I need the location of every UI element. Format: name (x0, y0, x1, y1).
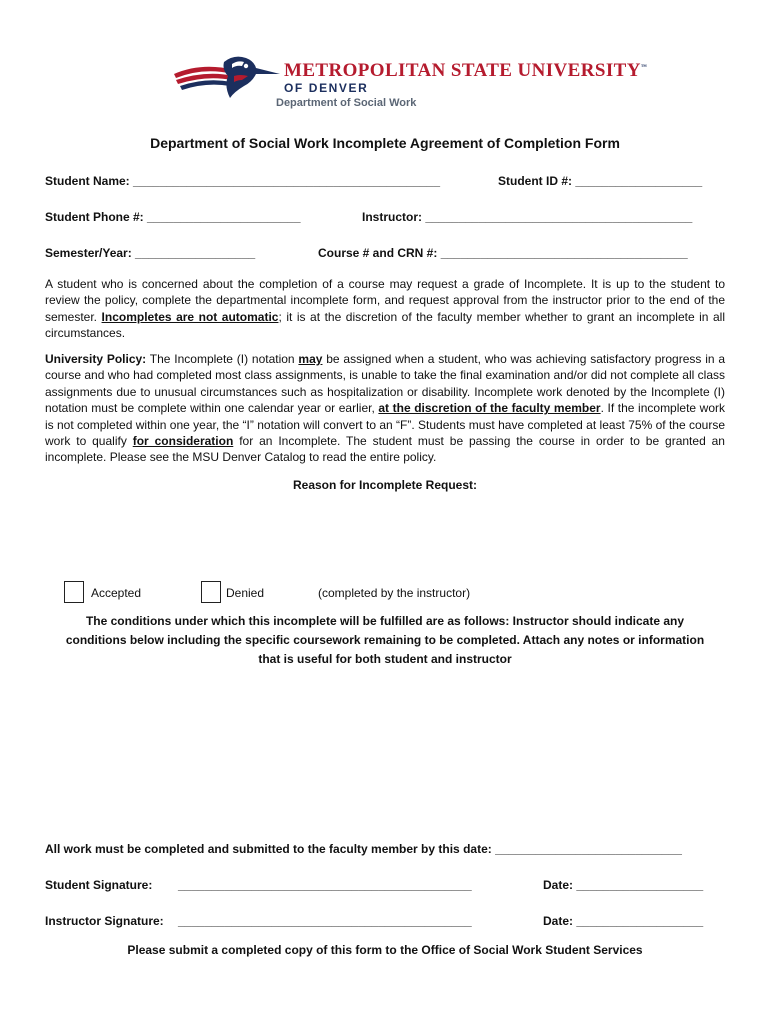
semester-year-field[interactable]: Semester/Year: __________________ (45, 246, 256, 260)
student-phone-field[interactable]: Student Phone #: _______________________ (45, 210, 301, 224)
university-logo (172, 52, 648, 114)
denied-label: Denied (226, 586, 265, 600)
intro-text-1: A student who is concerned about the completion of a course may request a grade of Incomplete. It is up to the student to review the policy, complete the departmental incomplete form, and request approval from the instructor prior to the end of the semester. (45, 277, 725, 324)
student-signature-line[interactable]: ____________________________________________ (178, 878, 472, 892)
accepted-checkbox[interactable] (64, 581, 84, 603)
policy-text-4: for an Incomplete. The student must be passing the course in order to be granted an incomplete. Please see the MSU Denver Catalog to read the entire policy. (45, 434, 725, 465)
policy-text-3: . If the incomplete work is not completed within one year, the “I” notation will convert to an “F”. Students must have completed at least 75% of the course work to qualify (45, 401, 726, 449)
logo-trademark: ™ (640, 64, 648, 71)
course-crn-field[interactable]: Course # and CRN #: _____________________________________ (318, 246, 688, 260)
deadline-field[interactable]: All work must be completed and submitted to the faculty member by this date: ____________________________ (45, 842, 682, 856)
intro-paragraph (45, 276, 725, 342)
conditions-line-1: The conditions under which this incomplete will be fulfilled are as follows: Instructor should indicate any (85, 614, 685, 628)
student-name-field[interactable]: Student Name: ______________________________________________ (45, 174, 441, 188)
policy-discretion: at the discretion of the faculty member (378, 401, 601, 416)
conditions-line-2: conditions below including the specific coursework remaining to be completed. Attach any notes or information (65, 633, 705, 647)
instructor-signature-line[interactable]: ____________________________________________ (178, 914, 472, 928)
reason-text-area[interactable] (45, 498, 725, 570)
form-title: Department of Social Work Incomplete Agreement of Completion Form (150, 135, 620, 151)
logo-department: Department of Social Work (276, 97, 417, 109)
intro-text-2: ; it is at the discretion of the faculty member whether to grant an incomplete in all circumstances. (45, 309, 726, 341)
conditions-text-area[interactable] (45, 676, 725, 826)
logo-university-name: METROPOLITAN STATE UNIVERSITY™ (284, 60, 648, 81)
conditions-instructions (40, 612, 730, 669)
submission-instructions: Please submit a completed copy of this form to the Office of Social Work Student Services (127, 943, 643, 957)
student-id-field[interactable]: Student ID #: ___________________ (498, 174, 703, 188)
instructor-field[interactable]: Instructor: ________________________________________ (362, 210, 693, 224)
instructor-date-field[interactable]: Date: ___________________ (543, 914, 704, 928)
conditions-line-3: that is useful for both student and instructor (258, 652, 512, 666)
logo-subtitle: OF DENVER (284, 81, 369, 95)
student-date-field[interactable]: Date: ___________________ (543, 878, 704, 892)
intro-emphasis: Incompletes are not automatic (101, 309, 279, 324)
policy-label: University Policy: (45, 352, 147, 366)
policy-paragraph (45, 351, 725, 466)
instructor-note: (completed by the instructor) (318, 586, 471, 600)
accepted-label: Accepted (91, 586, 142, 600)
policy-consideration: for consideration (132, 434, 234, 449)
roadrunner-logo-icon (172, 52, 282, 102)
reason-heading: Reason for Incomplete Request: (292, 478, 478, 492)
denied-checkbox[interactable] (201, 581, 221, 603)
policy-text-1: The Incomplete (I) notation (146, 352, 299, 366)
policy-may: may (298, 352, 323, 366)
student-signature-label: Student Signature: (45, 878, 153, 892)
policy-text-2: be assigned when a student, who was achieving satisfactory progress in a course and who had completed most class assignments, is unable to take the final examination and/or did not complete all class assignments due to unusual circumstances such as hospitalization or disability. Incomplete work denoted by the Incomplete (I) notation must be complete within one calendar year or earlier, (45, 352, 726, 416)
instructor-signature-label: Instructor Signature: (45, 914, 164, 928)
